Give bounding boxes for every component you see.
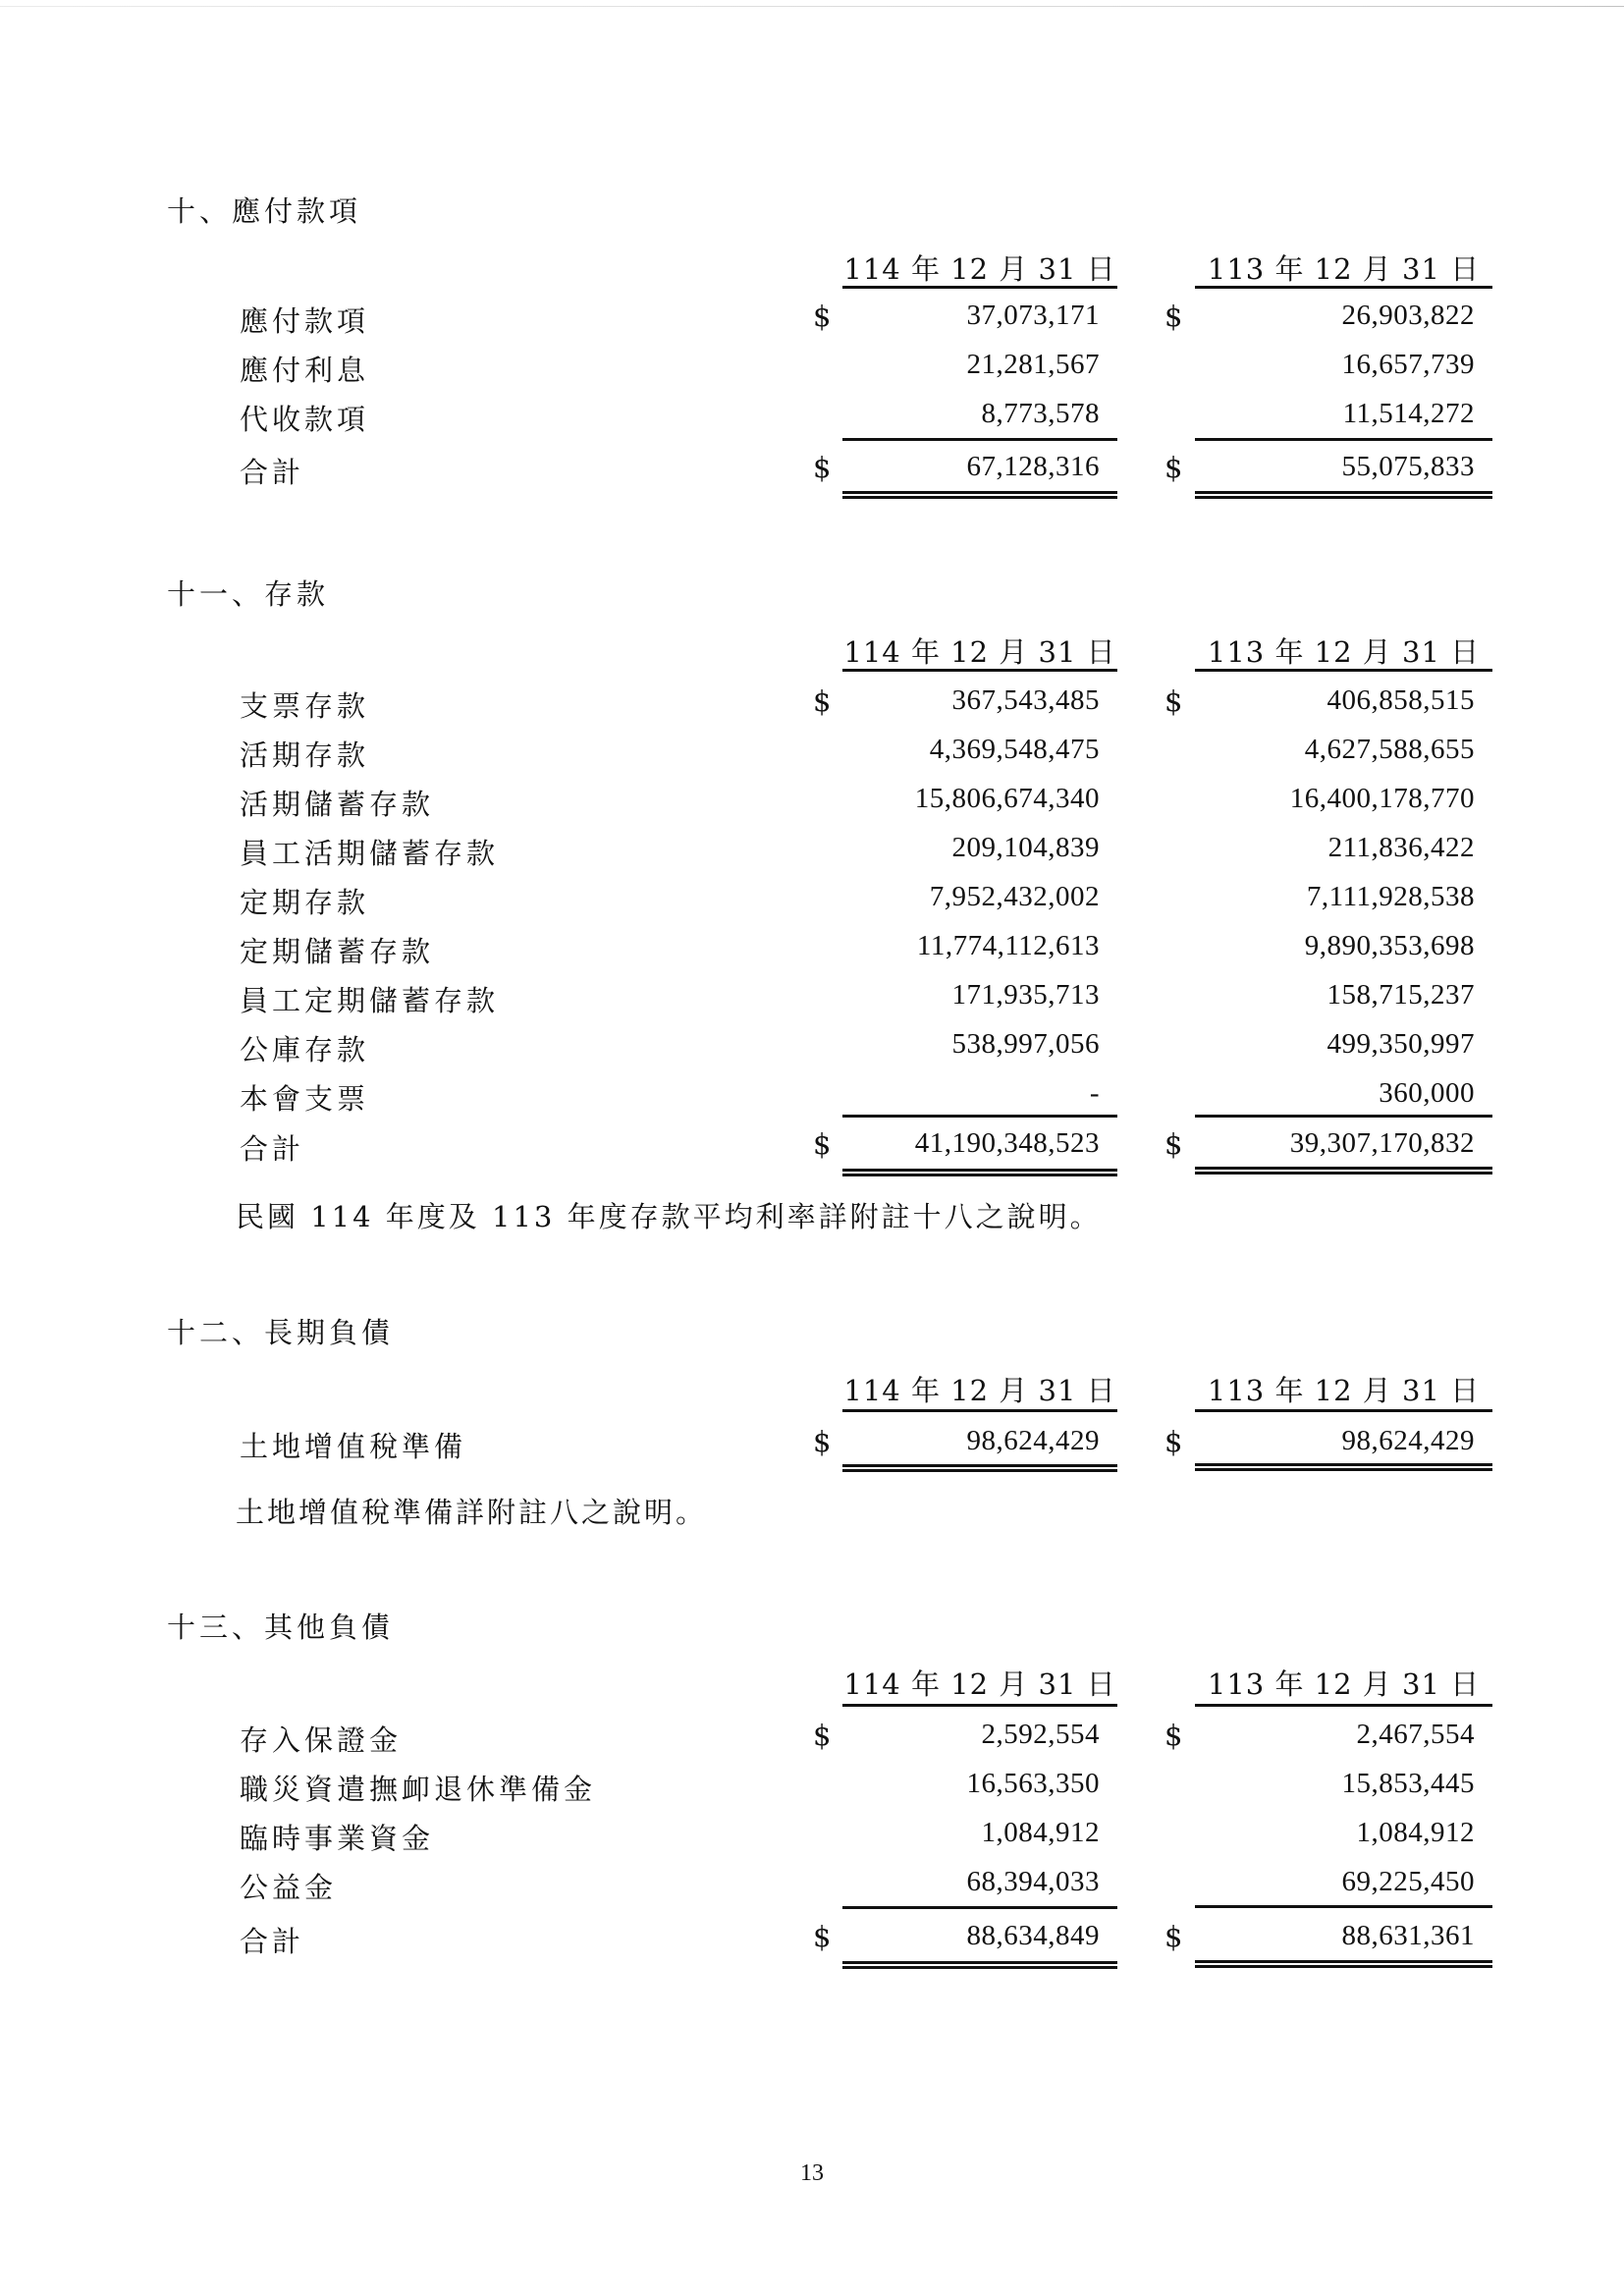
row-label: 存入保證金 (240, 1723, 403, 1757)
currency-symbol: $ (813, 1920, 832, 1953)
value-113: 11,514,272 (1342, 398, 1475, 429)
value-113: 16,400,178,770 (1289, 783, 1475, 814)
row-label: 活期儲蓄存款 (240, 788, 435, 821)
total-113: 88,631,361 (1341, 1920, 1475, 1951)
row-label: 員工活期儲蓄存款 (240, 837, 500, 870)
column-header-114: 114 年 12 月 31 日 (843, 252, 1116, 286)
table-row (0, 1719, 1624, 1758)
value-114: 98,624,429 (966, 1425, 1100, 1456)
total-label: 合計 (240, 1925, 305, 1958)
double-underline (1195, 1463, 1492, 1471)
value-113: 211,836,422 (1327, 832, 1475, 863)
currency-symbol: $ (813, 1127, 832, 1161)
value-114: 37,073,171 (966, 300, 1100, 331)
double-underline (842, 1961, 1117, 1969)
column-header-114: 114 年 12 月 31 日 (843, 635, 1116, 669)
subtotal-line (1195, 1905, 1492, 1908)
column-header-114: 114 年 12 月 31 日 (843, 1374, 1116, 1407)
row-label: 公庫存款 (240, 1033, 370, 1066)
section-title: 十一、存款 (167, 577, 330, 611)
table-row (0, 881, 1624, 920)
subtotal-line (842, 1115, 1117, 1118)
value-113: 15,853,445 (1341, 1768, 1475, 1799)
value-114: 2,592,554 (981, 1719, 1100, 1750)
table-row (0, 1077, 1624, 1117)
table-row (0, 979, 1624, 1018)
value-113: 1,084,912 (1356, 1817, 1475, 1848)
currency-symbol: $ (1164, 451, 1183, 484)
double-underline (842, 1464, 1117, 1472)
page-number: 13 (800, 2160, 824, 2186)
row-label: 代收款項 (240, 403, 370, 436)
currency-symbol: $ (813, 1425, 832, 1458)
row-label: 定期存款 (240, 886, 370, 919)
value-114: 1,084,912 (981, 1817, 1100, 1848)
value-114: 16,563,350 (966, 1768, 1100, 1799)
header-underline (842, 1704, 1117, 1707)
header-underline (842, 669, 1117, 672)
header-underline (1195, 1409, 1492, 1412)
double-underline (1195, 491, 1492, 499)
total-row (0, 1127, 1624, 1167)
table-row (0, 1768, 1624, 1807)
currency-symbol: $ (813, 684, 832, 718)
currency-symbol: $ (1164, 1127, 1183, 1161)
subtotal-line (842, 1906, 1117, 1909)
total-114: 41,190,348,523 (914, 1127, 1100, 1159)
subtotal-line (1195, 438, 1492, 441)
currency-symbol: $ (1164, 1719, 1183, 1752)
currency-symbol: $ (1164, 300, 1183, 333)
table-row (0, 783, 1624, 822)
value-113: 499,350,997 (1326, 1028, 1475, 1060)
value-114: 171,935,713 (951, 979, 1100, 1011)
header-underline (842, 286, 1117, 289)
value-114: - (1089, 1077, 1100, 1109)
table-row (0, 398, 1624, 437)
value-114: 68,394,033 (966, 1866, 1100, 1897)
column-header-113: 113 年 12 月 31 日 (1207, 635, 1481, 669)
value-114: 4,369,548,475 (929, 734, 1100, 765)
header-underline (1195, 669, 1492, 672)
value-114: 8,773,578 (981, 398, 1100, 429)
total-114: 88,634,849 (966, 1920, 1100, 1951)
subtotal-line (842, 438, 1117, 441)
table-row (0, 684, 1624, 724)
column-header-113: 113 年 12 月 31 日 (1207, 252, 1481, 286)
section-title: 十、應付款項 (167, 194, 362, 228)
currency-symbol: $ (813, 451, 832, 484)
total-113: 39,307,170,832 (1289, 1127, 1475, 1159)
row-label: 活期存款 (240, 738, 370, 772)
double-underline (1195, 1167, 1492, 1175)
row-label: 臨時事業資金 (240, 1822, 435, 1855)
value-113: 98,624,429 (1341, 1425, 1475, 1456)
table-row (0, 1817, 1624, 1856)
column-header-114: 114 年 12 月 31 日 (843, 1667, 1116, 1701)
currency-symbol: $ (1164, 684, 1183, 718)
row-label: 公益金 (240, 1871, 338, 1904)
double-underline (842, 1169, 1117, 1176)
row-label: 支票存款 (240, 689, 370, 723)
value-113: 360,000 (1379, 1077, 1475, 1109)
currency-symbol: $ (1164, 1920, 1183, 1953)
value-114: 209,104,839 (951, 832, 1100, 863)
total-113: 55,075,833 (1341, 451, 1475, 482)
table-row (0, 349, 1624, 388)
value-114: 21,281,567 (966, 349, 1100, 380)
value-113: 9,890,353,698 (1304, 930, 1475, 961)
row-label: 應付款項 (240, 304, 370, 338)
table-row (0, 1866, 1624, 1905)
section-title: 十二、長期負債 (167, 1316, 395, 1349)
table-row (0, 300, 1624, 339)
value-113: 2,467,554 (1356, 1719, 1475, 1750)
note-text: 土地增值稅準備詳附註八之說明。 (236, 1496, 708, 1529)
table-row (0, 1028, 1624, 1067)
subtotal-line (1195, 1115, 1492, 1118)
double-underline (1195, 1960, 1492, 1968)
total-row (0, 451, 1624, 490)
row-label: 本會支票 (240, 1082, 370, 1116)
header-underline (1195, 286, 1492, 289)
scan-artifact-line (0, 6, 1624, 7)
currency-symbol: $ (1164, 1425, 1183, 1458)
total-label: 合計 (240, 456, 305, 489)
header-underline (842, 1409, 1117, 1412)
row-label: 應付利息 (240, 354, 370, 387)
total-114: 67,128,316 (966, 451, 1100, 482)
row-label: 定期儲蓄存款 (240, 935, 435, 968)
column-header-113: 113 年 12 月 31 日 (1207, 1374, 1481, 1407)
table-row (0, 1425, 1624, 1464)
currency-symbol: $ (813, 300, 832, 333)
value-113: 26,903,822 (1341, 300, 1475, 331)
value-114: 11,774,112,613 (916, 930, 1100, 961)
value-113: 7,111,928,538 (1306, 881, 1475, 912)
row-label: 職災資遣撫卹退休準備金 (240, 1773, 597, 1806)
value-113: 69,225,450 (1341, 1866, 1475, 1897)
value-113: 406,858,515 (1326, 684, 1475, 716)
value-113: 158,715,237 (1326, 979, 1475, 1011)
total-label: 合計 (240, 1132, 305, 1166)
table-row (0, 930, 1624, 969)
value-114: 7,952,432,002 (929, 881, 1100, 912)
table-row (0, 734, 1624, 773)
row-label: 土地增值稅準備 (240, 1430, 467, 1463)
table-row (0, 832, 1624, 871)
column-header-113: 113 年 12 月 31 日 (1207, 1667, 1481, 1701)
currency-symbol: $ (813, 1719, 832, 1752)
note-text: 民國 114 年度及 113 年度存款平均利率詳附註十八之說明。 (236, 1200, 1102, 1233)
section-title: 十三、其他負債 (167, 1611, 395, 1644)
value-114: 367,543,485 (951, 684, 1100, 716)
value-113: 4,627,588,655 (1304, 734, 1475, 765)
total-row (0, 1920, 1624, 1959)
value-114: 15,806,674,340 (914, 783, 1100, 814)
value-113: 16,657,739 (1341, 349, 1475, 380)
row-label: 員工定期儲蓄存款 (240, 984, 500, 1017)
value-114: 538,997,056 (951, 1028, 1100, 1060)
double-underline (842, 491, 1117, 499)
header-underline (1195, 1704, 1492, 1707)
